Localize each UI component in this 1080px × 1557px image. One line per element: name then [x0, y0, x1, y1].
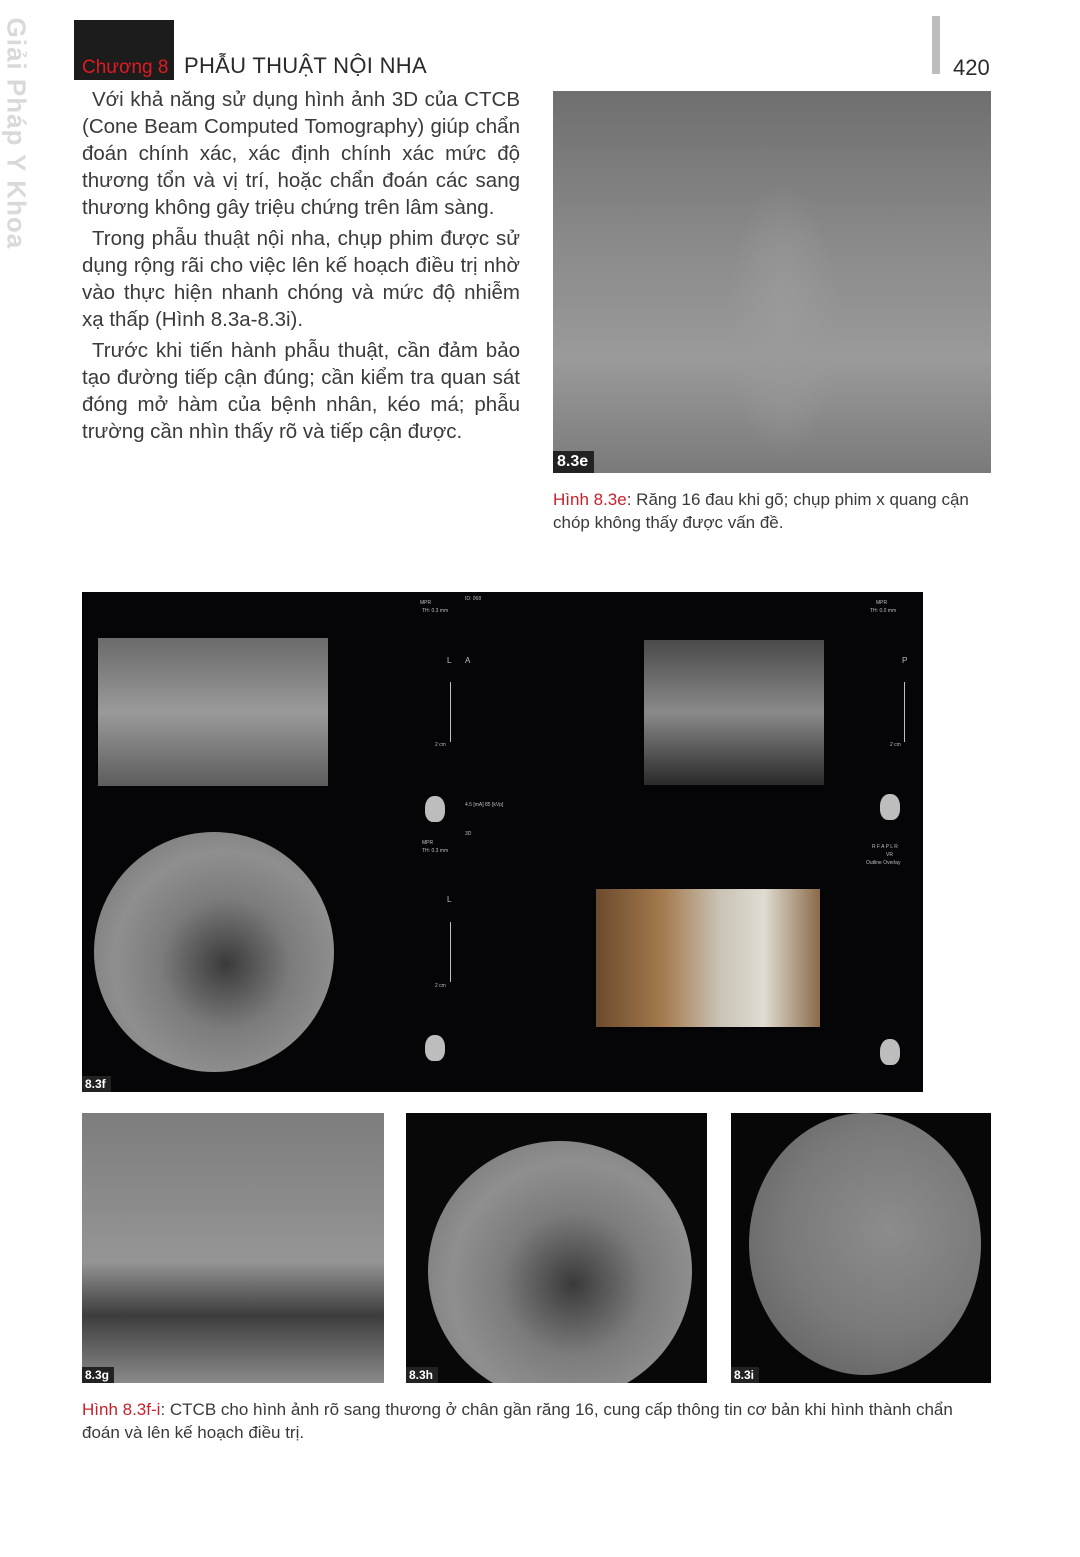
overlay-orientation-a: A	[465, 656, 471, 665]
ct-view-sagittal	[462, 592, 923, 827]
overlay-mpr: MPR	[876, 600, 888, 606]
overlay-orientation: L	[447, 656, 452, 665]
head-orientation-icon	[425, 1035, 445, 1061]
head-orientation-icon	[425, 796, 445, 822]
ct-image-8-3h	[406, 1113, 707, 1383]
ct-slice-image	[94, 832, 334, 1072]
paragraph-2: Trong phẫu thuật nội nha, chụp phim được sử dụng rộng rãi cho việc lên kế hoạch điều trị nhờ vào thực hiện nhanh chóng và mức độ nhiễm xạ thấp (Hình 8.3a-8.3i).	[82, 227, 520, 331]
figure-tag: 8.3h	[406, 1367, 438, 1383]
figure-caption-8-3f-i	[82, 1398, 992, 1444]
caption-text: : CTCB cho hình ảnh rõ sang thương ở chân gần răng 16, cung cấp thông tin cơ bản khi hình thành chẩn đoán và lên kế hoạch điều trị.	[82, 1400, 953, 1442]
overlay-mpr: MPR	[420, 600, 432, 606]
overlay-scale: 2 cm	[435, 983, 446, 989]
figure-caption-8-3e	[553, 488, 993, 534]
ct-3d-volume-image	[596, 889, 820, 1027]
overlay-patient-info: ID: 068	[465, 596, 482, 602]
ct-slice-image	[428, 1141, 692, 1383]
figure-tag: 8.3e	[553, 451, 594, 473]
overlay-thickness: TH: 0.0 mm	[870, 608, 897, 614]
overlay-orientation: R F A P L R	[872, 844, 898, 850]
ct-view-coronal	[82, 592, 462, 827]
head-orientation-icon	[880, 794, 900, 820]
xray-image-8-3e	[553, 91, 991, 473]
body-text	[82, 86, 520, 449]
scale-bar	[904, 682, 905, 742]
figure-tag: 8.3g	[82, 1367, 114, 1383]
ct-scan-panel-8-3f	[82, 592, 923, 1092]
ct-image-8-3g	[82, 1113, 384, 1383]
ct-view-3d-render	[462, 827, 923, 1092]
head-orientation-icon	[880, 1039, 900, 1065]
chapter-title: PHẪU THUẬT NỘI NHA	[184, 53, 427, 78]
figure-tag: 8.3f	[82, 1076, 111, 1092]
page-number: 420	[953, 55, 990, 80]
overlay-outline: Outline Overlay	[866, 860, 901, 866]
page-number-divider	[932, 16, 940, 74]
caption-lead: Hình 8.3e	[553, 490, 627, 509]
overlay-orientation: P	[902, 656, 908, 665]
overlay-mpr: MPR	[422, 840, 434, 846]
overlay-3d: 3D	[465, 831, 472, 837]
chapter-label: Chương 8	[82, 57, 169, 78]
ct-slice-image	[644, 640, 824, 785]
overlay-mode: VR	[886, 852, 893, 858]
caption-text: : Răng 16 đau khi gõ; chụp phim x quang cận chóp không thấy được vấn đề.	[553, 490, 969, 532]
scale-bar	[450, 922, 451, 982]
overlay-exposure: 4.5 [mA] 85 [kVp]	[465, 802, 504, 808]
paragraph-3: Trước khi tiến hành phẫu thuật, cần đảm bảo tạo đường tiếp cận đúng; cần kiểm tra quan sát đóng mở hàm của bệnh nhân, kéo má; phẫu trường cần nhìn thấy rõ và tiếp cận được.	[82, 339, 520, 443]
overlay-thickness: TH: 0.3 mm	[422, 608, 449, 614]
paragraph-1: Với khả năng sử dụng hình ảnh 3D của CTCB (Cone Beam Computed Tomography) giúp chẩn đoán chính xác, xác định chính xác mức độ thương tổn và vị trí, hoặc chẩn đoán các sang thương không gây triệu chứng trên lâm sàng.	[82, 88, 520, 219]
ct-slice-image	[749, 1113, 981, 1375]
caption-lead: Hình 8.3f-i	[82, 1400, 161, 1419]
scale-bar	[450, 682, 451, 742]
ct-view-axial	[82, 827, 462, 1092]
overlay-scale: 2 cm	[890, 742, 901, 748]
figure-tag: 8.3i	[731, 1367, 759, 1383]
overlay-orientation: L	[447, 895, 452, 904]
overlay-thickness: TH: 0.3 mm	[422, 848, 449, 854]
ct-image-8-3i	[731, 1113, 991, 1383]
ct-slice-image	[98, 638, 328, 786]
side-brand-watermark: Giải Pháp Y Khoa	[1, 17, 32, 250]
overlay-scale: 2 cm	[435, 742, 446, 748]
